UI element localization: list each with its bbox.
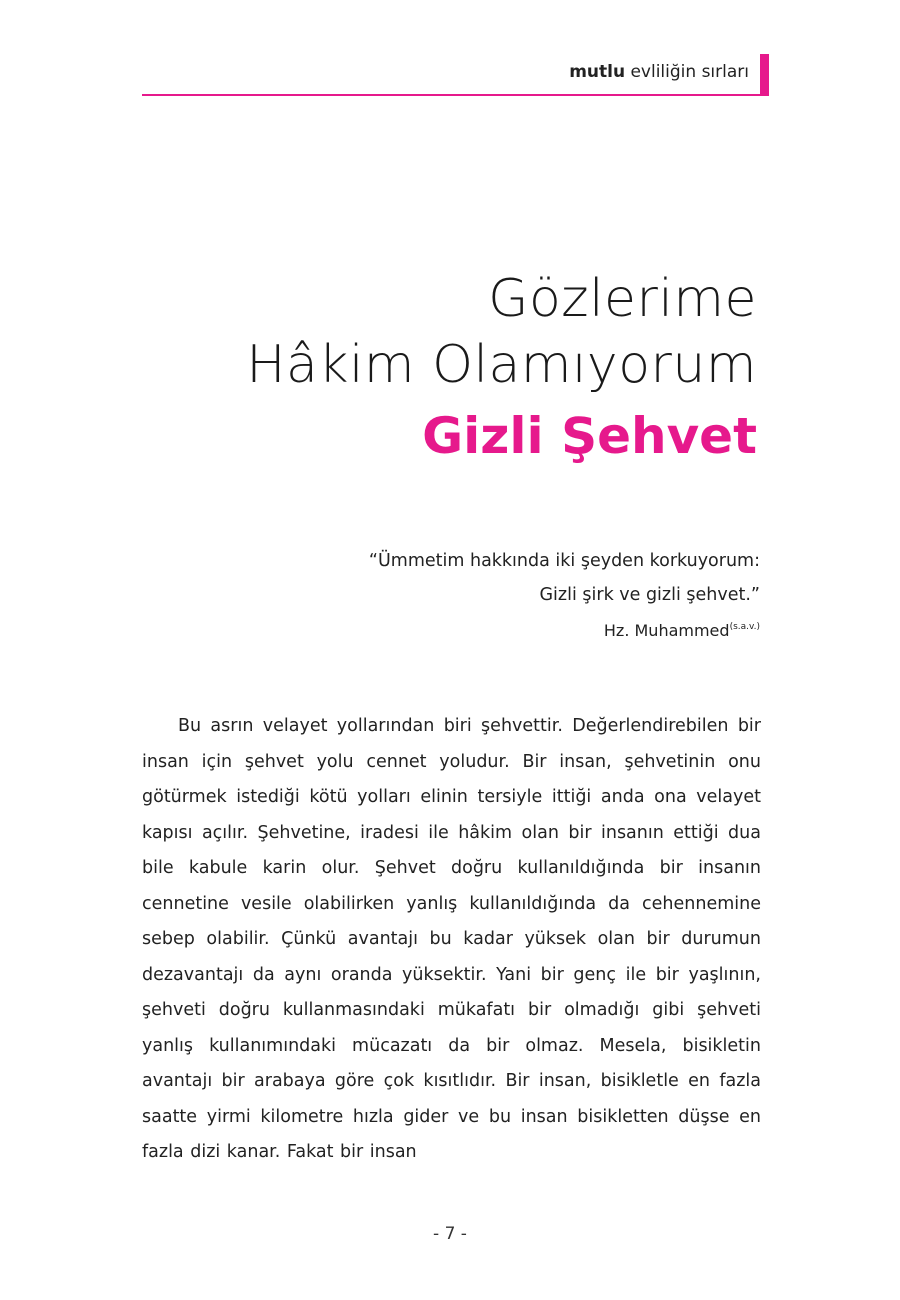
epigraph-author [240, 612, 760, 646]
book-title [569, 62, 749, 82]
chapter-title-line-1: Gözlerime [488, 269, 757, 329]
body-paragraph: Bu asrın velayet yollarından biri şehvettir. Değerlendirebilen bir insan için şehvet yolu cennet yoludur. Bir insan, şehvetinin onu götürmek istediği kötü yolları elinin tersiyle ittiği anda ona velayet kapısı açılır. Şehvetine, iradesi ile hâkim olan bir insanın ettiği dua bile kabule karin olur. Şehvet doğru kullanıldığında bir insanın cennetine vesile olabilirken yanlış kullanıldığında da cehennemine sebep olabilir. Çünkü avantajı bu kadar yüksek olan bir durumun dezavantajı da aynı oranda yüksektir. Yani bir genç ile bir yaşlının, şehveti doğru kullanmasındaki mükafatı bir olmadığı gibi şehveti yanlış kullanımındaki mücazatı da bir olmaz. Mesela, bisikletin avantajı bir arabaya göre çok kısıtlıdır. Bir insan, bisikletle en fazla saatte yirmi kilometre hızla gider ve bu insan bisikletten düşse en fazla dizi kanar. Fakat bir insan [142, 716, 761, 1162]
running-header [142, 48, 769, 96]
book-title-rest: evliliğin sırları [625, 62, 749, 82]
header-accent-bar [760, 54, 769, 96]
book-title-bold: mutlu [569, 62, 626, 82]
header-rule [142, 94, 769, 96]
chapter-title-block [117, 266, 757, 474]
epigraph [240, 544, 760, 646]
epigraph-author-name: Hz. Muhammed [603, 621, 730, 640]
chapter-subtitle: Gizli Şehvet [422, 407, 757, 465]
page-number: - 7 - [433, 1224, 467, 1244]
epigraph-line-1: “Ümmetim hakkında iki şeyden korkuyorum: [368, 551, 760, 571]
chapter-title-line-2: Hâkim Olamıyorum [246, 335, 757, 395]
epigraph-line-2: Gizli şirk ve gizli şehvet.” [539, 585, 760, 605]
epigraph-honorific: (s.a.v.) [729, 622, 760, 632]
